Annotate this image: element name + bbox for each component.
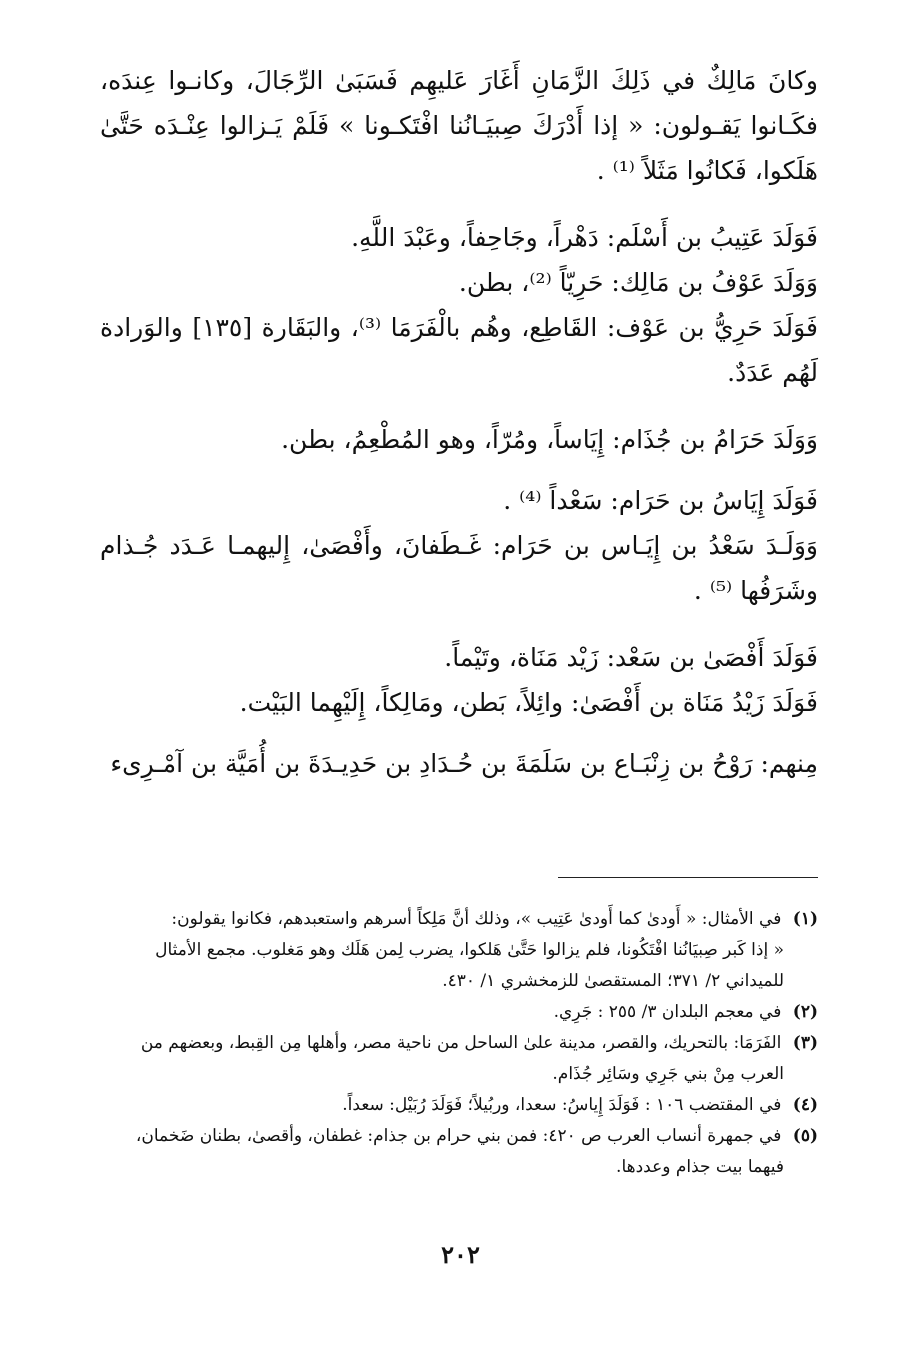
paragraph-rawh: مِنهم: رَوْحُ بن زِنْبَـاع بن سَلَمَةَ بن حُـدَادِ بن حَدِيـدَةَ بن أُمَيَّة بن آمْـرِىء — [110, 749, 818, 778]
paragraph-malik-raid: وكانَ مَالِكٌ في ذَلِكَ الزَّمَانِ أَغَارَ عَليهِم فَسَبَىٰ الرِّجَالَ، وكانـوا عِندَه، فكَـانوا يَقـولون: « إذا أَدْرَكَ صِبيَـانُنا افْتَكـونا » فَلَمْ يَـزالوا عِنْـدَه حَتَّىٰ هَلَكوا، فَكانُوا مَثَلاً ⁽¹⁾ . — [100, 66, 818, 185]
footnote-1 — [100, 904, 818, 935]
footnote-2 — [100, 997, 818, 1028]
footnote-divider — [558, 877, 818, 878]
footnote-number: (٣) — [792, 1033, 818, 1053]
paragraph-iyas-sons: فَوَلَدَ إِيَاسُ بن حَرَام: سَعْداً ⁽⁴⁾ . — [503, 486, 818, 515]
paragraph-afsa-sons: فَوَلَدَ أَفْصَىٰ بن سَعْد: زَيْد مَنَاة، وتَيْماً. — [444, 643, 818, 672]
footnote-text: في المقتضب ١٠٦ : فَوَلَدَ إِياسُ: سعدا، وربُيلاً؛ فَوَلَدَ رُبَيْل: سعداً. — [342, 1095, 782, 1115]
paragraph-awf-sons: وَوَلَدَ عَوْفُ بن مَالِك: حَرِيّاً ⁽²⁾، بطن. — [458, 268, 818, 297]
footnote-text: في معجم البلدان ٣/ ٢٥٥ : جَرِي. — [553, 1002, 782, 1022]
footnote-text: في جمهرة أنساب العرب ص ٤٢٠: فمن بني حرام بن جذام: غطفان، وأقصىٰ، بطنان ضَخمان، — [135, 1126, 782, 1146]
paragraph-haram-sons: وَوَلَدَ حَرَامُ بن جُذَام: إِيَاساً، ومُرّاً، وهو المُطْعِمُ، بطن. — [281, 425, 818, 454]
paragraph-atib-sons: فَوَلَدَ عَتِيبُ بن أَسْلَم: دَهْراً، وجَاحِفاً، وعَبْدَ اللَّهِ. — [351, 223, 818, 252]
footnote-number: (٥) — [792, 1126, 818, 1146]
footnote-number: (٢) — [792, 1002, 818, 1022]
footnote-text: في الأمثال: « أَودىٰ كما أَودىٰ عَتِيب »، وذلك أنَّ مَلِكاً أسرهم واستعبدهم، فكانوا يقولون: — [171, 909, 782, 929]
footnote-text: الفَرَمَا: بالتحريك، والقصر، مدينة علىٰ الساحل من ناحية مصر، وأهلها مِن القِبط، وبعضهم من — [140, 1033, 782, 1053]
paragraph-hariy-sons: فَوَلَدَ حَرِيُّ بن عَوْف: القَاطِع، وهُم بالْفَرَمَا ⁽³⁾، والبَقَارة [١٣٥] والوَرادة لَهُم عَدَدٌ. — [100, 313, 818, 387]
footnote-3-continuation: العرب مِنْ بني جَرِي وسَائِر جُذَام. — [552, 1064, 784, 1084]
paragraph-zayd-manat-sons: فَوَلَدَ زَيْدُ مَنَاة بن أَفْصَىٰ: وائِلاً، بَطن، ومَالِكاً، إِلَيْهِما البَيْت. — [239, 688, 818, 717]
footnote-5 — [100, 1121, 818, 1152]
footnote-1-continuation: للميداني ٢/ ٣٧١؛ المستقصىٰ للزمخشري ١/ ٤٣٠. — [442, 971, 784, 991]
footnote-1-continuation: « إذا كَبر صِبيَانُنا افْتَكُونا، فلم يزالوا حَتَّىٰ هَلكوا، يضرب لِمن هَلَك وهو مَغلوب. مجمع الأمثال — [155, 940, 784, 960]
footnote-number: (٤) — [792, 1095, 818, 1115]
paragraph-saad-sons: وَوَلَـدَ سَعْدُ بن إِيَـاس بن حَرَام: غَـطَفانَ، وأَفْصَىٰ، إِليهمـا عَـدَد جُـذام وشَرَفُها ⁽⁵⁾ . — [100, 531, 818, 605]
main-text — [100, 58, 818, 786]
footnote-3 — [100, 1028, 818, 1059]
footnote-4 — [100, 1090, 818, 1121]
footnotes — [100, 904, 818, 1183]
footnote-number: (١) — [792, 909, 818, 929]
page-number: ٢٠٢ — [441, 1240, 480, 1269]
footnote-5-continuation: فيهما بيت جذام وعددها. — [616, 1157, 784, 1177]
